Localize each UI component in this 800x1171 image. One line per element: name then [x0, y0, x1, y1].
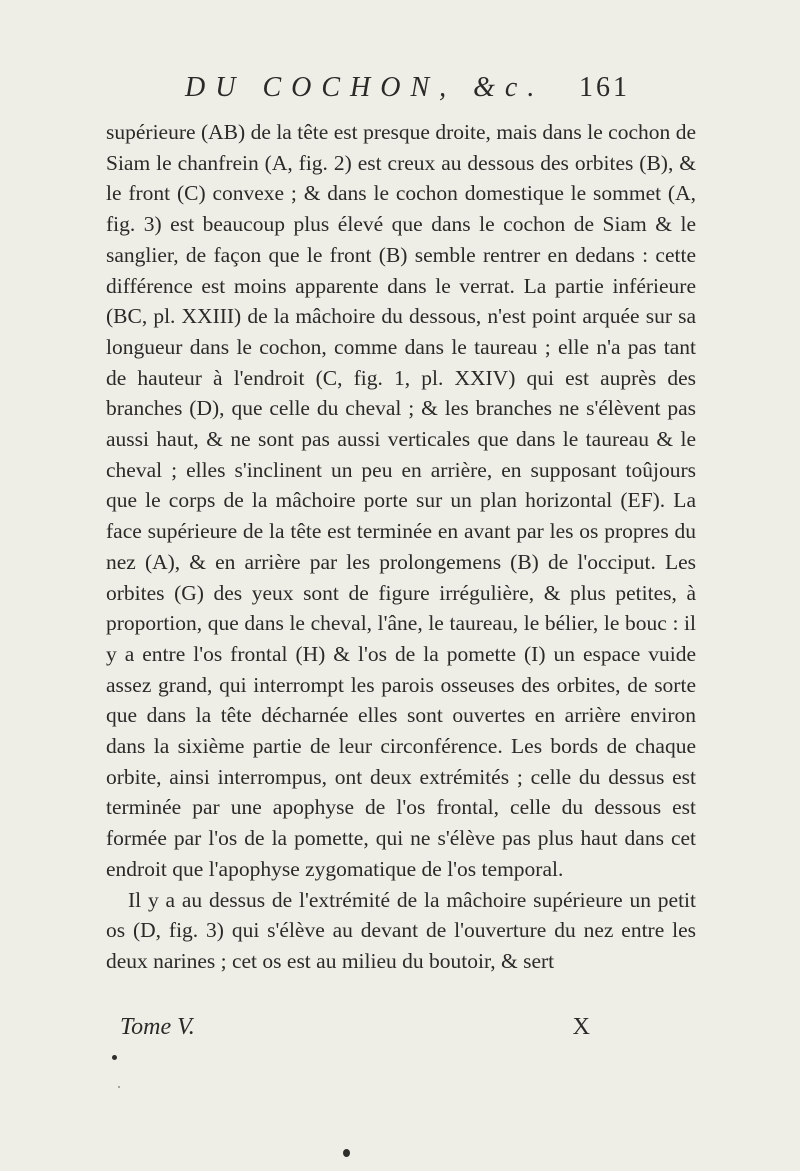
page-footer: [120, 1014, 590, 1048]
volume-label: Tome V.: [120, 1014, 195, 1040]
paragraph: Il y a au dessus de l'extrémité de la mâchoire supérieure un petit os (D, fig. 3) qui s'élève au devant de l'ouverture du nez entre les deux narines ; cet os est au milieu du boutoir, & sert: [106, 887, 696, 973]
ink-speck: [118, 1086, 120, 1088]
signature-mark: X: [572, 1014, 590, 1040]
body-text: [106, 117, 696, 977]
running-head: [165, 72, 630, 112]
paragraph-continued: supérieure (AB) de la tête est presque droite, mais dans le cochon de Siam le chanfrein (A, fig. 2) est creux au dessous des orbites (B), & le front (C) convexe ; & dans le cochon domestique le sommet (A, fig. 3) est beaucoup plus élevé que dans le cochon de Siam & le sanglier, de façon que le front (B) semble rentrer en dedans : cette différence est moins apparente dans le verrat. La partie inférieure (BC, pl. XXIII) de la mâchoire du dessous, n'est point arquée sur sa longueur dans le cochon, comme dans le taureau ; elle n'a pas tant de hauteur à l'endroit (C, fig. 1, pl. XXIV) qui est auprès des branches (D), que celle du cheval ; & les branches ne s'élèvent pas aussi haut, & ne sont pas aussi verticales que dans le taureau & le cheval ; elles s'inclinent un peu en arrière, en supposant toûjours que le corps de la mâchoire porte sur un plan horizontal (EF). La face supérieure de la tête est terminée en avant par les os propres du nez (A), & en arrière par les prolongemens (B) de l'occiput. Les orbites (G) des yeux sont de figure irrégulière, & plus petites, à proportion, que dans le cheval, l'âne, le taureau, le bélier, le bouc : il y a entre l'os frontal (H) & l'os de la pomette (I) un espace vuide assez grand, qui interrompt les parois osseuses des orbites, de sorte que dans la tête décharnée elles sont ouvertes en arrière environ dans la sixième partie de leur circonférence. Les bords de chaque orbite, ainsi interrompus, ont deux extrémités ; celle du dessus est terminée par une apophyse de l'os frontal, celle du dessous est formée par l'os de la pomette, qui ne s'élève pas plus haut dans cet endroit que l'apophyse zygomatique de l'os temporal.: [106, 120, 696, 881]
page-number: 161: [579, 72, 630, 103]
running-title: DU COCHON, &c.: [185, 72, 545, 103]
ink-speck: [343, 1149, 350, 1157]
ink-speck: [112, 1055, 117, 1060]
